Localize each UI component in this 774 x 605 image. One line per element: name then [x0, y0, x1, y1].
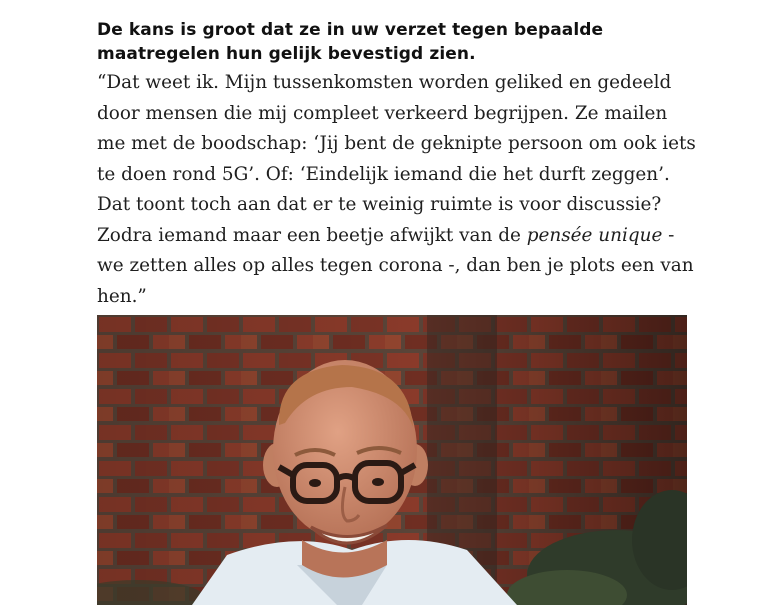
article-body	[97, 18, 697, 312]
portrait-illustration	[97, 315, 687, 605]
answer-text-part1: “Dat weet ik. Mijn tussenkomsten worden geliked en gedeeld door mensen die mij compleet verkeerd begrijpen. Ze mailen me met de boodschap: ‘Jij bent de geknipte persoon om ook iets te doen rond 5G’. Of: ‘Eindelijk iemand die het durft zeggen’. Dat toont toch aan dat er te weinig ruimte is voor discussie? Zodra iemand maar een beetje afwijkt van de	[97, 72, 696, 246]
article-photo	[97, 315, 687, 605]
answer-text-part2: - we zetten alles op alles tegen corona -, dan ben je plots een van hen.”	[97, 224, 694, 307]
interview-question: De kans is groot dat ze in uw verzet tegen bepaalde maatregelen hun gelijk bevestigd zien.	[97, 20, 604, 64]
interview-answer	[97, 68, 697, 312]
answer-emphasis: pensée unique	[526, 224, 663, 246]
